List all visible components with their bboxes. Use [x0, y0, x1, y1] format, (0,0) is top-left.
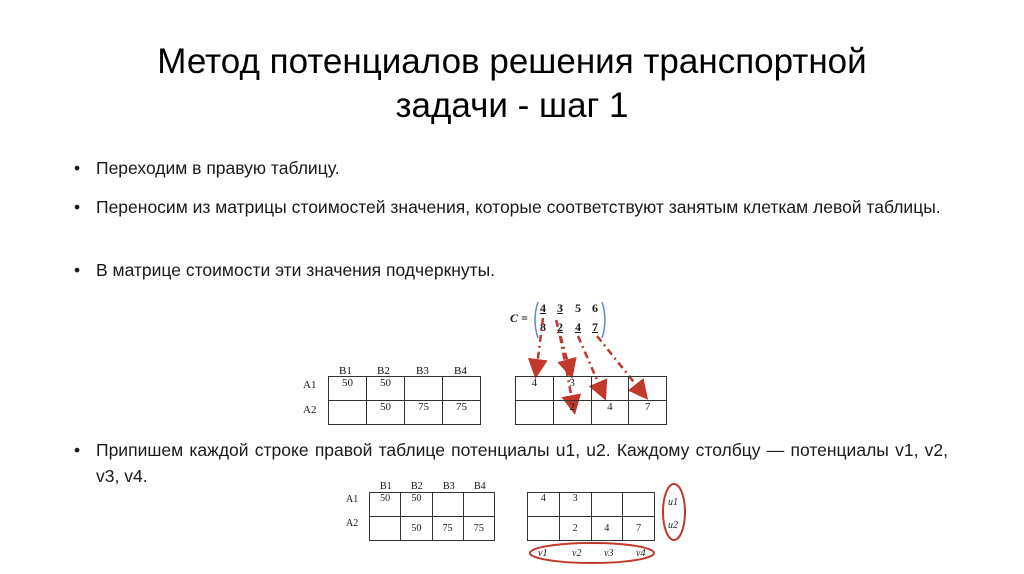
table-cell: 4	[591, 401, 629, 425]
table-cell: 3	[559, 493, 591, 517]
row-label: A2	[346, 518, 359, 529]
col-header: B3	[443, 481, 455, 492]
table-cell: 50	[367, 401, 405, 425]
title-line-2: задачи - шаг 1	[395, 86, 629, 125]
table-cell: 75	[405, 401, 443, 425]
cost-cell: 5	[575, 301, 581, 315]
col-header: B1	[380, 481, 392, 492]
table-cell: 4	[528, 493, 560, 517]
table-cell: 7	[623, 517, 655, 541]
table-cell: 3	[553, 377, 591, 401]
right-table-lower	[527, 492, 655, 541]
table-cell	[591, 493, 623, 517]
row-potential: u2	[668, 520, 678, 531]
table-cell: 7	[629, 401, 667, 425]
cost-cell: 3	[557, 301, 563, 315]
col-potential: v2	[572, 548, 582, 559]
table-cell: 50	[370, 493, 401, 517]
bullet-item: • В матрице стоимости эти значения подчеркнуты.	[72, 258, 948, 283]
row-potential: u1	[668, 497, 678, 508]
table-cell	[463, 493, 494, 517]
table-cell	[591, 377, 629, 401]
table-cell: 50	[401, 517, 432, 541]
col-potential: v1	[538, 548, 548, 559]
col-potential: v4	[636, 548, 646, 559]
slide-title	[60, 40, 964, 128]
bullet-item: • Припишем каждой строке правой таблице потенциалы u1, u2. Каждому столбцу — потенциалы v1, v2, v3, v4.	[72, 437, 948, 489]
table-cell: 2	[553, 401, 591, 425]
table-cell	[370, 517, 401, 541]
col-header: B4	[474, 481, 486, 492]
table-cell: 4	[516, 377, 554, 401]
table-cell: 75	[432, 517, 463, 541]
table-cell: 50	[367, 377, 405, 401]
col-header: B1	[339, 365, 352, 377]
left-table	[328, 376, 481, 425]
cost-matrix-label: C =	[510, 311, 528, 325]
row-label: A2	[303, 404, 317, 416]
table-cell	[528, 517, 560, 541]
table-cell	[432, 493, 463, 517]
col-potential: v3	[604, 548, 614, 559]
col-header: B4	[454, 365, 467, 377]
table-cell: 50	[401, 493, 432, 517]
cost-cell: 6	[592, 301, 598, 315]
table-cell	[516, 401, 554, 425]
table-cell	[629, 377, 667, 401]
col-header: B2	[411, 481, 423, 492]
table-cell	[443, 377, 481, 401]
left-table-lower	[369, 492, 495, 541]
table-cell	[623, 493, 655, 517]
table-cell: 4	[591, 517, 623, 541]
cost-cell: 4	[575, 320, 581, 334]
row-label: A1	[303, 379, 317, 391]
cost-cell: 2	[557, 320, 563, 334]
cost-cell: 4	[540, 301, 546, 315]
table-cell: 75	[443, 401, 481, 425]
col-header: B2	[377, 365, 390, 377]
bullet-item: • Переходим в правую таблицу.	[72, 156, 948, 181]
title-line-1: Метод потенциалов решения транспортной	[157, 42, 867, 81]
table-cell	[329, 401, 367, 425]
right-table	[515, 376, 667, 425]
cost-matrix	[510, 300, 610, 340]
table-cell	[405, 377, 443, 401]
table-cell: 75	[463, 517, 494, 541]
cost-cell: 7	[592, 320, 598, 334]
bullet-item: • Переносим из матрицы стоимостей значения, которые соответствуют занятым клеткам левой таблицы.	[72, 194, 948, 220]
table-cell: 2	[559, 517, 591, 541]
row-label: A1	[346, 494, 359, 505]
col-header: B3	[416, 365, 429, 377]
row-potentials-ellipse	[663, 484, 685, 540]
cost-cell: 8	[540, 320, 546, 334]
table-cell: 50	[329, 377, 367, 401]
